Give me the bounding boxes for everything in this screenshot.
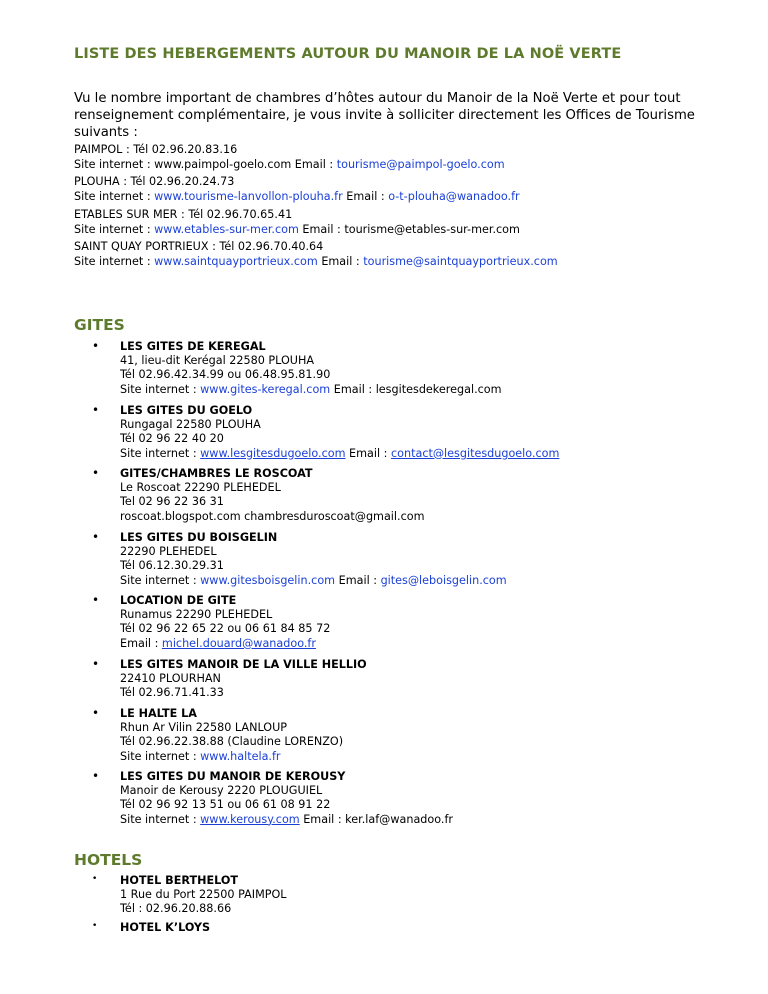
entry-name: LES GITES DU MANOIR DE KEROUSY [120, 770, 346, 783]
entry-name: HOTEL K’LOYS [120, 921, 211, 934]
gites-heading: GITES [74, 316, 125, 334]
bullet-icon: • [92, 769, 100, 783]
page-title: LISTE DES HEBERGEMENTS AUTOUR DU MANOIR DE LA NOË VERTE [74, 46, 622, 62]
gite-entry-boisgelin: LES GITES DU BOISGELIN 22290 PLEHEDEL Tél 06.12.30.29.31 Site internet : www.gitesboisgelin.com Email : gites@leboisgelin.com [120, 531, 507, 587]
entry-name: LES GITES DE KEREGAL [120, 340, 266, 353]
email-link[interactable]: gites@leboisgelin.com [380, 573, 507, 587]
entry-name: LES GITES DU GOELO [120, 404, 253, 417]
office-site-link[interactable]: www.saintquayportrieux.com [154, 255, 318, 268]
site-link[interactable]: www.gitesboisgelin.com [200, 573, 336, 587]
email-link[interactable]: contact@lesgitesdugoelo.com [390, 446, 560, 460]
office-plouha: PLOUHA : Tél 02.96.20.24.73 Site internet : www.tourisme-lanvollon-plouha.fr Email : o-t-plouha@wanadoo.fr [74, 175, 520, 203]
gite-entry-halte-la: LE HALTE LA Rhun Ar Vilin 22580 LANLOUP Tél 02.96.22.38.88 (Claudine LORENZO) Site internet : www.haltela.fr [120, 707, 344, 763]
gite-entry-location: LOCATION DE GITE Runamus 22290 PLEHEDEL Tél 02 96 22 65 22 ou 06 61 84 85 72 Email : michel.douard@wanadoo.fr [120, 594, 331, 650]
bullet-icon: • [92, 657, 100, 671]
entry-name: GITES/CHAMBRES LE ROSCOAT [120, 467, 313, 480]
email-text: ker.laf@wanadoo.fr [345, 812, 453, 826]
office-site-link[interactable]: www.tourisme-lanvollon-plouha.fr [154, 190, 343, 203]
gite-entry-kerousy: LES GITES DU MANOIR DE KEROUSY Manoir de Kerousy 2220 PLOUGUIEL Tél 02 96 92 13 51 ou 06 61 08 91 22 Site internet : www.kerousy.com Email : ker.laf@wanadoo.fr [120, 770, 453, 826]
office-email: tourisme@etables-sur-mer.com [344, 223, 520, 236]
bullet-icon: • [92, 530, 100, 544]
entry-name: LES GITES MANOIR DE LA VILLE HELLIO [120, 658, 367, 671]
hotel-entry-berthelot: HOTEL BERTHELOT 1 Rue du Port 22500 PAIMPOL Tél : 02.96.20.88.66 [120, 874, 287, 916]
office-name: ETABLES SUR MER : Tél 02.96.70.65.41 [74, 208, 293, 221]
office-email-link[interactable]: tourisme@paimpol-goelo.com [336, 158, 505, 171]
office-name: SAINT QUAY PORTRIEUX : Tél 02.96.70.40.64 [74, 240, 324, 253]
bullet-icon: • [92, 466, 100, 480]
email-text: lesgitesdekeregal.com [375, 382, 502, 396]
gite-entry-keregal: LES GITES DE KEREGAL 41, lieu-dit Kerégal 22580 PLOUHA Tél 02.96.42.34.99 ou 06.48.95.81.90 Site internet : www.gites-keregal.com Email : lesgitesdekeregal.com [120, 340, 502, 396]
bullet-icon: • [92, 403, 100, 417]
entry-name: LES GITES DU BOISGELIN [120, 531, 278, 544]
bullet-icon: • [92, 706, 100, 720]
gite-entry-roscoat: GITES/CHAMBRES LE ROSCOAT Le Roscoat 22290 PLEHEDEL Tel 02 96 22 36 31 roscoat.blogspot.com chambresduroscoat@gmail.com [120, 467, 425, 523]
entry-name: LE HALTE LA [120, 707, 197, 720]
site-link[interactable]: www.gites-keregal.com [200, 382, 331, 396]
bullet-icon: • [92, 921, 98, 931]
office-paimpol: PAIMPOL : Tél 02.96.20.83.16 Site internet : www.paimpol-goelo.com Email : tourisme@paimpol-goelo.com [74, 143, 505, 171]
gite-entry-ville-hellio: LES GITES MANOIR DE LA VILLE HELLIO 22410 PLOURHAN Tél 02.96.71.41.33 [120, 658, 367, 700]
office-name: PAIMPOL : Tél 02.96.20.83.16 [74, 143, 238, 156]
gite-entry-goelo: LES GITES DU GOELO Rungagal 22580 PLOUHA Tél 02 96 22 40 20 Site internet : www.lesgitesdugoelo.com Email : contact@lesgitesdugoelo.com [120, 404, 560, 460]
entry-name: LOCATION DE GITE [120, 594, 237, 607]
office-site-link[interactable]: www.etables-sur-mer.com [154, 223, 299, 236]
office-email-link[interactable]: o-t-plouha@wanadoo.fr [388, 190, 520, 203]
office-site: www.paimpol-goelo.com [154, 158, 292, 171]
office-email-link[interactable]: tourisme@saintquayportrieux.com [363, 255, 558, 268]
office-saint-quay: SAINT QUAY PORTRIEUX : Tél 02.96.70.40.64 Site internet : www.saintquayportrieux.com Email : tourisme@saintquayportrieux.com [74, 240, 558, 268]
bullet-icon: • [92, 339, 100, 353]
email-link[interactable]: michel.douard@wanadoo.fr [161, 636, 316, 650]
site-link[interactable]: www.lesgitesdugoelo.com [200, 446, 346, 460]
intro-paragraph: Vu le nombre important de chambres d’hôtes autour du Manoir de la Noë Verte et pour tout renseignement complémentaire, je vous invite à solliciter directement les Offices de Tourisme suivants : [74, 91, 695, 140]
hotel-entry-kloys [120, 921, 210, 935]
office-etables: ETABLES SUR MER : Tél 02.96.70.65.41 Site internet : www.etables-sur-mer.com Email : tourisme@etables-sur-mer.com [74, 208, 520, 236]
bullet-icon: • [92, 874, 98, 884]
hotels-heading: HOTELS [74, 851, 143, 869]
office-name: PLOUHA : Tél 02.96.20.24.73 [74, 175, 235, 188]
site-link[interactable]: www.kerousy.com [200, 812, 300, 826]
site-link[interactable]: www.haltela.fr [200, 749, 281, 763]
entry-name: HOTEL BERTHELOT [120, 874, 238, 887]
bullet-icon: • [92, 593, 100, 607]
